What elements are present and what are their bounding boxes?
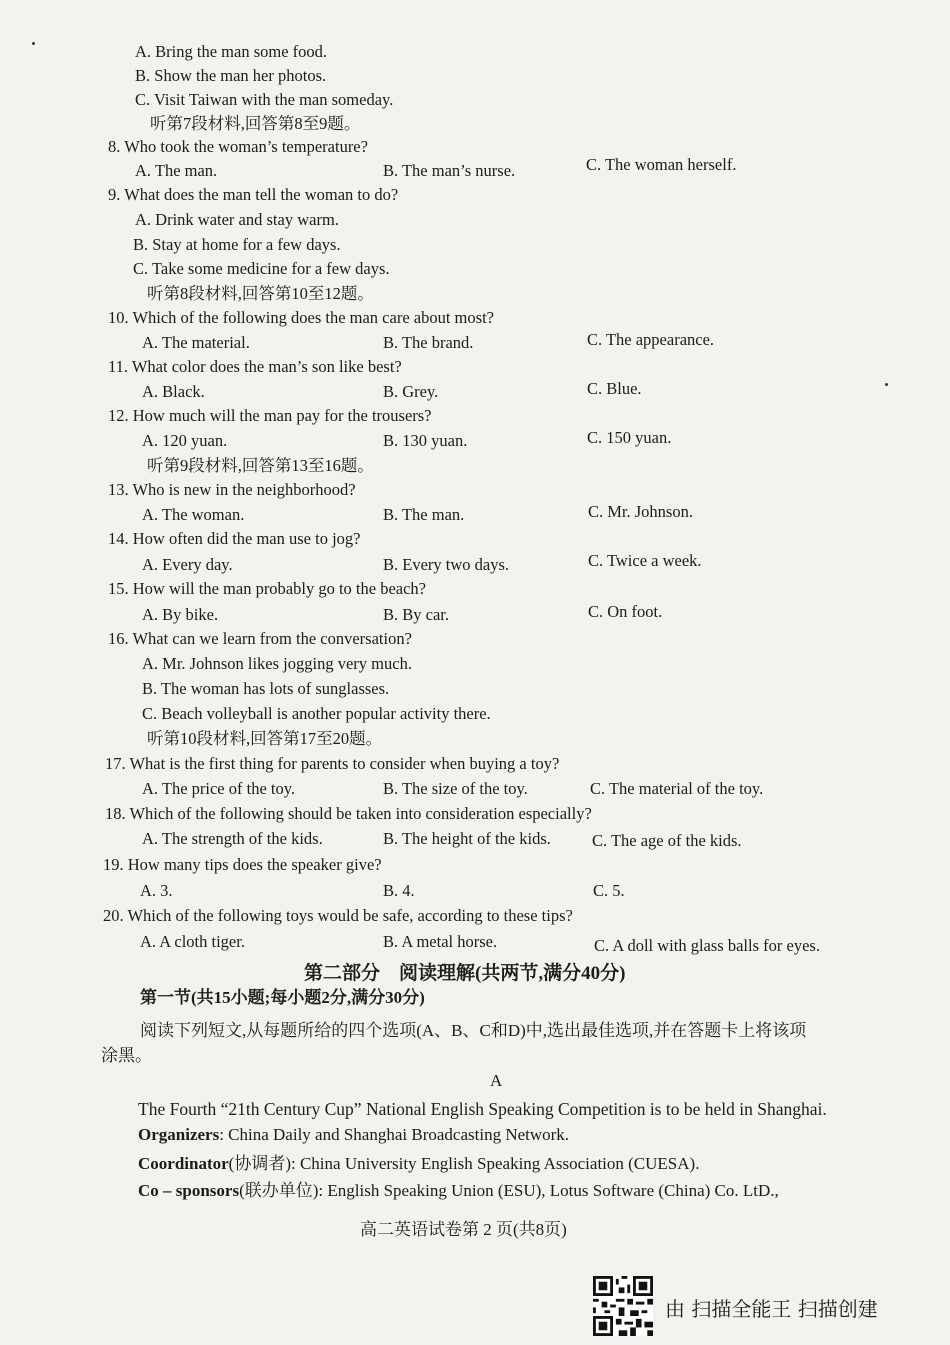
q12-option-c: C. 150 yuan. [587,428,672,447]
question-16: 16. What can we learn from the conversation? [108,629,412,648]
q10-option-c: C. The appearance. [587,330,715,349]
q19-option-c: C. 5. [593,881,625,900]
coordinator-line: Coordinator(协调者): China University English Speaking Association (CUESA). [138,1154,700,1173]
question-14: 14. How often did the man use to jog? [108,529,361,548]
question-17: 17. What is the first thing for parents to consider when buying a toy? [105,754,560,773]
q17-option-b: B. The size of the toy. [383,779,528,798]
qr-code-icon [593,1276,653,1336]
q8-option-c: C. The woman herself. [586,155,737,174]
q18-option-a: A. The strength of the kids. [142,829,323,848]
q9-option-a: A. Drink water and stay warm. [135,210,339,229]
scanner-watermark: 由 扫描全能王 扫描创建 [665,1297,878,1321]
question-9: 9. What does the man tell the woman to do? [108,185,399,204]
instruction-9: 听第9段材料,回答第13至16题。 [147,456,374,475]
instruction-10: 听第10段材料,回答第17至20题。 [147,729,383,748]
q13-option-c: C. Mr. Johnson. [588,502,693,521]
q11-option-a: A. Black. [142,382,205,401]
reading-instructions-line1: 阅读下列短文,从每题所给的四个选项(A、B、C和D)中,选出最佳选项,并在答题卡上将该项 [140,1021,807,1040]
q14-option-c: C. Twice a week. [588,551,702,570]
q10-option-a: A. The material. [142,333,250,352]
q15-option-a: A. By bike. [142,605,219,624]
question-19: 19. How many tips does the speaker give? [103,855,382,874]
q16-option-a: A. Mr. Johnson likes jogging very much. [142,654,412,673]
q15-option-c: C. On foot. [588,602,663,621]
part-two-title: 第二部分 阅读理解(共两节,满分40分) [304,963,626,984]
question-12: 12. How much will the man pay for the trousers? [108,406,432,425]
q12-option-b: B. 130 yuan. [383,431,468,450]
q11-option-b: B. Grey. [383,382,439,401]
cosponsors-line: Co – sponsors(联办单位): English Speaking Union (ESU), Lotus Software (China) Co. LtD., [138,1181,779,1200]
q17-option-a: A. The price of the toy. [142,779,296,798]
q16-option-c: C. Beach volleyball is another popular activity there. [142,704,491,723]
page-footer: 高二英语试卷第 2 页(共8页) [360,1220,567,1239]
passage-line1: The Fourth “21th Century Cup” National English Speaking Competition is to be held in Shanghai. [138,1099,827,1119]
q8-option-a: A. The man. [135,161,218,180]
q14-option-b: B. Every two days. [383,555,510,574]
instruction-8: 听第8段材料,回答第10至12题。 [147,284,374,303]
question-13: 13. Who is new in the neighborhood? [108,480,356,499]
q9-option-c: C. Take some medicine for a few days. [133,259,390,278]
q12-option-a: A. 120 yuan. [142,431,228,450]
reading-instructions-line2: 涂黑。 [101,1046,152,1065]
q20-option-b: B. A metal horse. [383,932,498,951]
q9-option-b: B. Stay at home for a few days. [133,235,341,254]
q18-option-c: C. The age of the kids. [592,831,742,850]
q15-option-b: B. By car. [383,605,449,624]
q10-option-b: B. The brand. [383,333,474,352]
speck [885,383,888,386]
q20-option-a: A. A cloth tiger. [140,932,245,951]
q20-option-c: C. A doll with glass balls for eyes. [594,936,820,955]
option-a: A. Bring the man some food. [135,42,328,61]
question-18: 18. Which of the following should be taken into consideration especially? [105,804,592,823]
question-11: 11. What color does the man’s son like best? [108,357,402,376]
q19-option-b: B. 4. [383,881,415,900]
question-20: 20. Which of the following toys would be safe, according to these tips? [103,906,573,925]
question-15: 15. How will the man probably go to the beach? [108,579,427,598]
q13-option-a: A. The woman. [142,505,245,524]
q17-option-c: C. The material of the toy. [590,779,764,798]
question-10: 10. Which of the following does the man care about most? [108,308,494,327]
option-c: C. Visit Taiwan with the man someday. [135,90,394,109]
organizers-line: Organizers: China Daily and Shanghai Broadcasting Network. [138,1125,570,1144]
instruction-7: 听第7段材料,回答第8至9题。 [150,114,361,133]
q11-option-c: C. Blue. [587,379,642,398]
q16-option-b: B. The woman has lots of sunglasses. [142,679,390,698]
q14-option-a: A. Every day. [142,555,233,574]
passage-letter: A [490,1071,503,1090]
q8-option-b: B. The man’s nurse. [383,161,516,180]
q18-option-b: B. The height of the kids. [383,829,551,848]
option-b: B. Show the man her photos. [135,66,327,85]
q19-option-a: A. 3. [140,881,173,900]
q13-option-b: B. The man. [383,505,465,524]
section-one-title: 第一节(共15小题;每小题2分,满分30分) [140,988,425,1007]
speck [32,42,35,45]
question-8: 8. Who took the woman’s temperature? [108,137,368,156]
